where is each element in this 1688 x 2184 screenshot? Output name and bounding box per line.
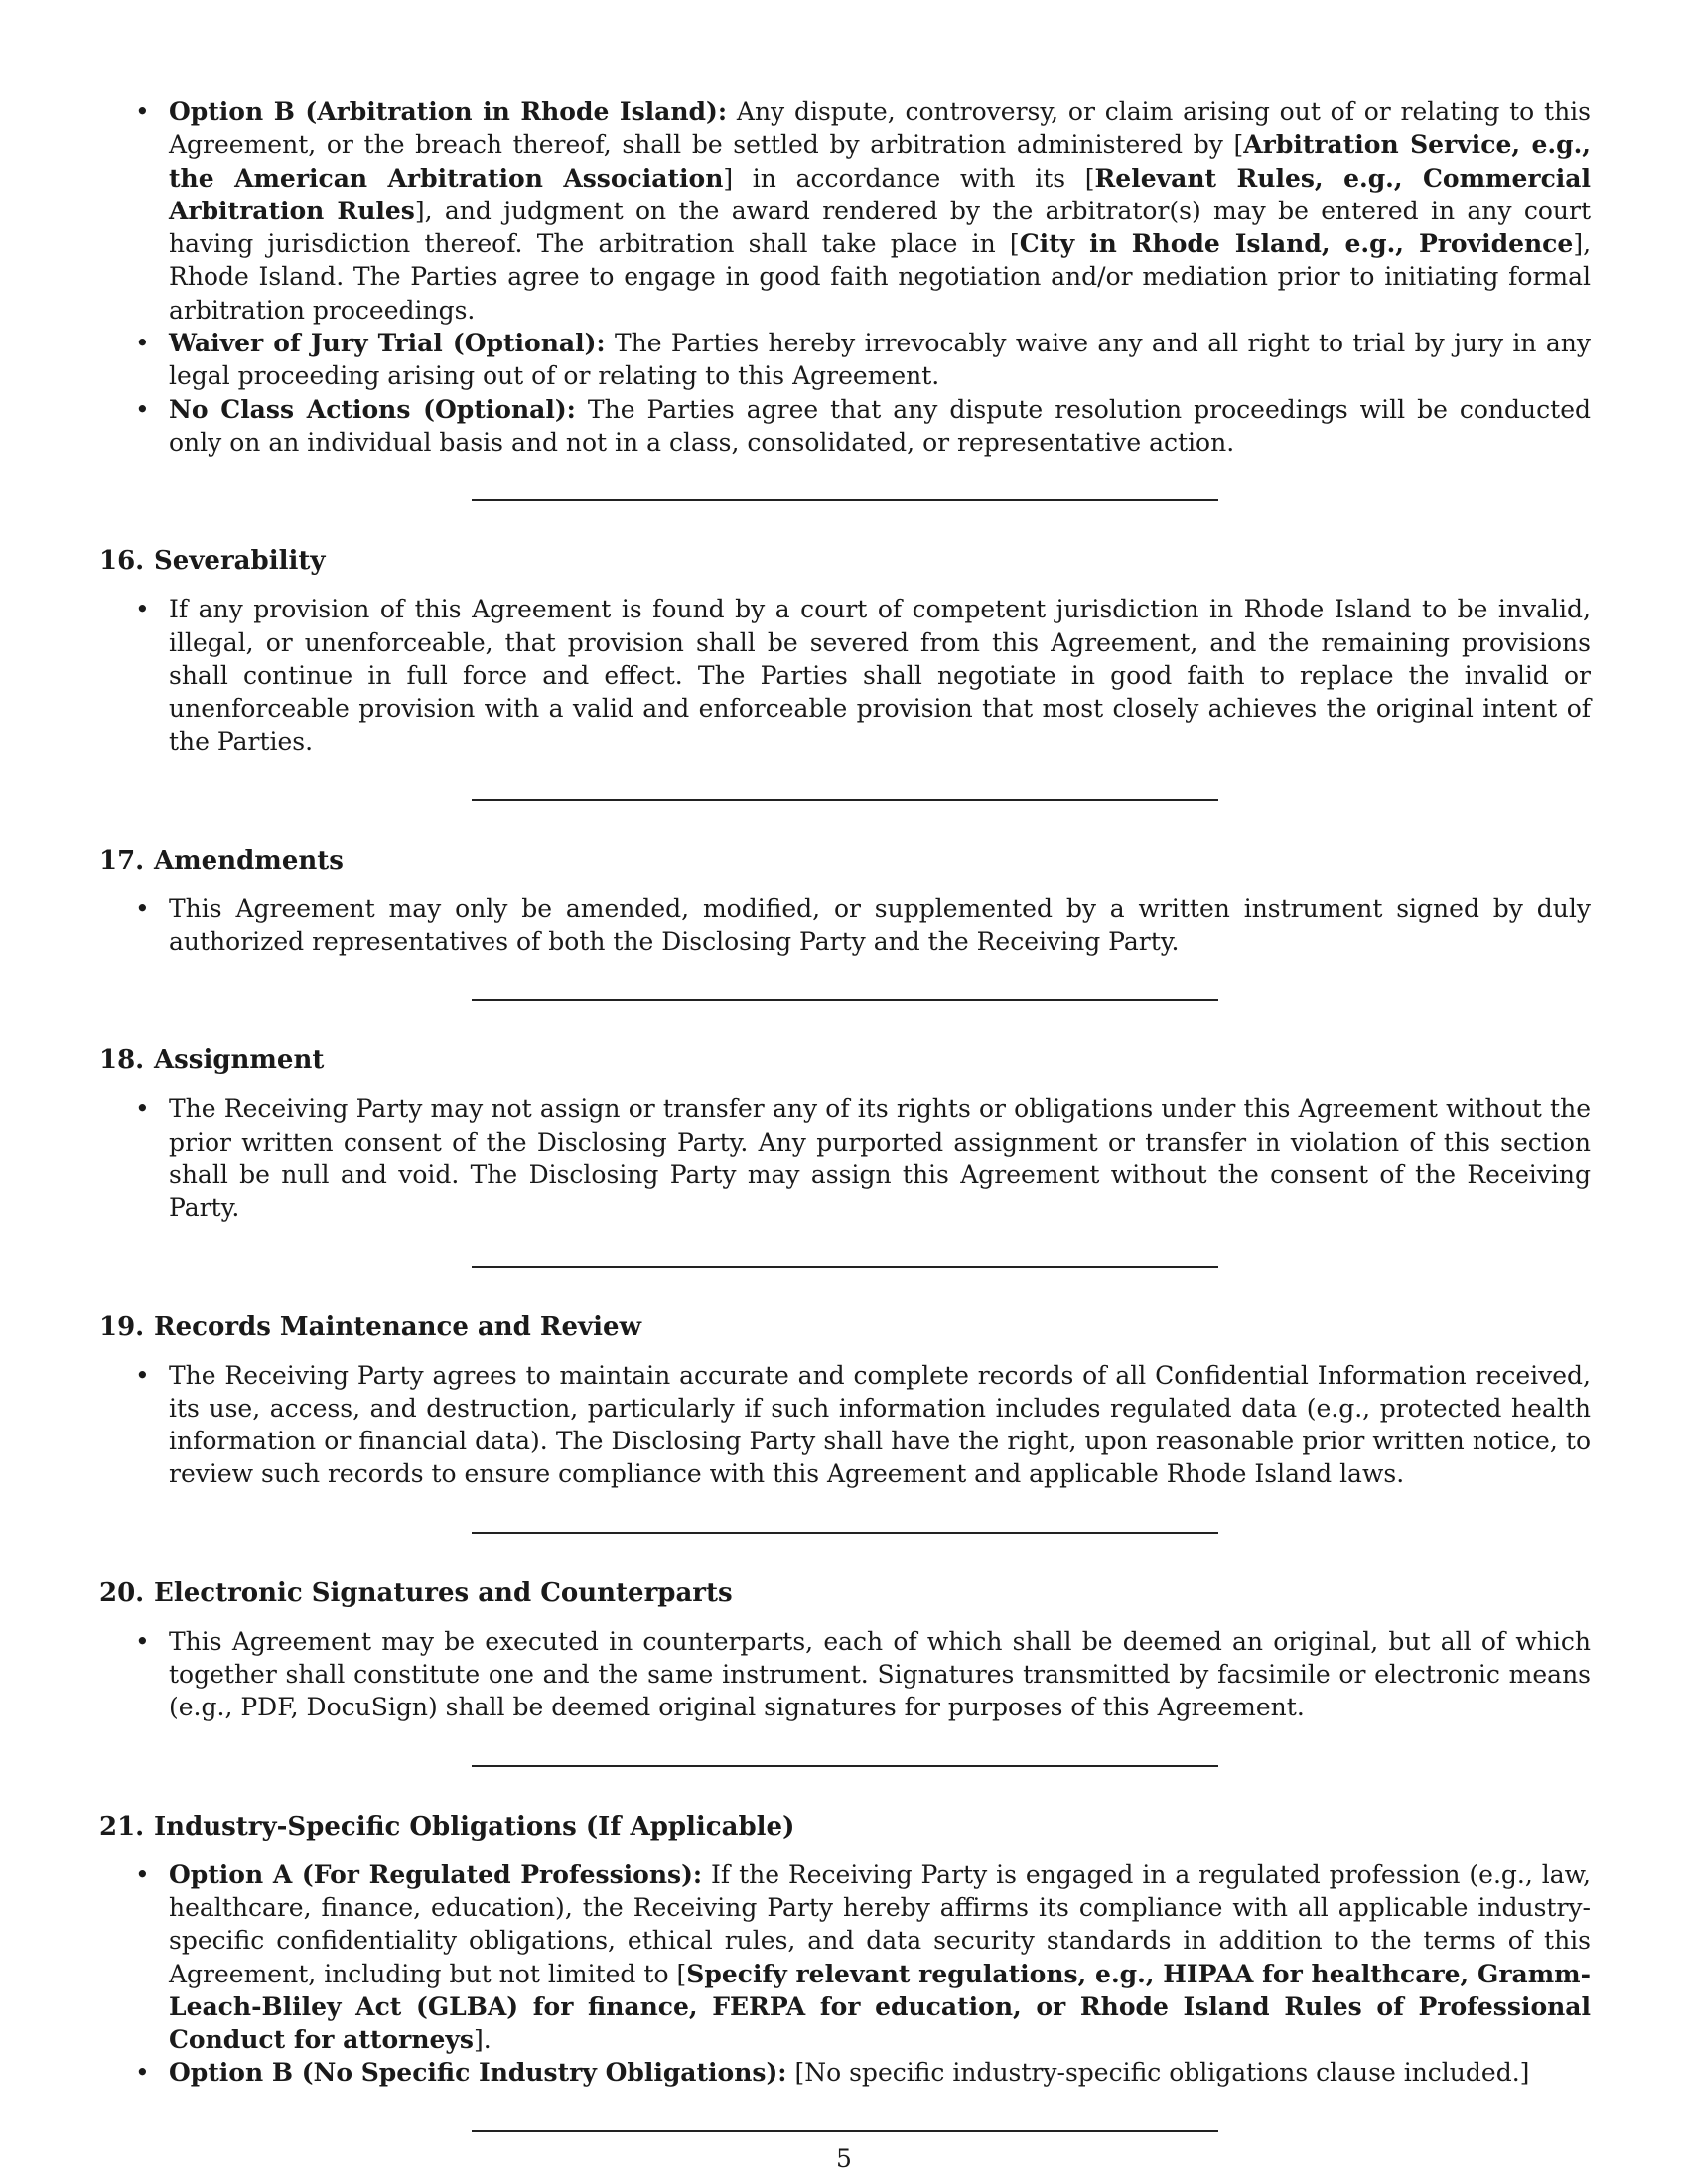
- section-divider: [472, 1765, 1218, 1767]
- section-title: Industry-Specific Obligations (If Applicable): [154, 1811, 795, 1842]
- dispute-resolution-list: [99, 95, 1591, 459]
- section-divider: [472, 1532, 1218, 1534]
- bullet: •: [135, 1094, 150, 1124]
- bullet: •: [135, 1626, 150, 1656]
- placeholder-relevant-rules: Relevant Rules, e.g., Commercial Arbitration Rules: [169, 163, 1591, 225]
- section-number: 17.: [99, 845, 145, 876]
- list-item: [99, 892, 1591, 959]
- item-text: If any provision of this Agreement is found by a court of competent jurisdiction in Rhode Island to be invalid, illegal, or unenforceable, that provision shall be severed from this Agreement, and the remaining provisions shall continue in full force and effect. The Parties shall negotiate in good faith to replace the invalid or unenforceable provision with a valid and enforceable provision that most closely achieves the original intent of the Parties.: [169, 595, 1591, 756]
- section-heading: [99, 1043, 1591, 1077]
- section-heading: [99, 1576, 1591, 1610]
- item-text: This Agreement may be executed in counterparts, each of which shall be deemed an original, but all of which together shall constitute one and the same instrument. Signatures transmitted by facsimile or electronic means (e.g., PDF, DocuSign) shall be deemed original signatures for purposes of this Agreement.: [169, 1626, 1591, 1722]
- list-item: [99, 593, 1591, 757]
- section-title: Assignment: [154, 1045, 325, 1076]
- bullet: •: [135, 2058, 150, 2088]
- section-body: [99, 1092, 1591, 1224]
- bullet: •: [135, 394, 150, 424]
- section-body: [99, 1359, 1591, 1491]
- list-item: [99, 327, 1591, 393]
- item-text: The Receiving Party agrees to maintain accurate and complete records of all Confidential Information received, its use, access, and destruction, particularly if such information includes regulated data (e.g., protected health information or financial data). The Disclosing Party shall have the right, upon reasonable prior written notice, to review such records to ensure compliance with this Agreement and applicable Rhode Island laws.: [169, 1360, 1591, 1489]
- placeholder-city: City in Rhode Island, e.g., Providence: [1019, 229, 1574, 259]
- section-heading: [99, 1810, 1591, 1843]
- section-body: [99, 1858, 1591, 2090]
- bullet: •: [135, 329, 150, 358]
- item-text: The Parties agree that any dispute resolution proceedings will be conducted only on an individual basis and not in a class, consolidated, or representative action.: [169, 394, 1591, 457]
- list-item: [99, 2056, 1591, 2089]
- item-text: ] in accordance with its [: [723, 163, 1095, 193]
- section-number: 20.: [99, 1577, 145, 1608]
- item-text: If the Receiving Party is engaged in a regulated profession (e.g., law, healthcare, finance, education), the Receiving Party hereby affirms its compliance with all applicable industry-specific confidentiality obligations, ethical rules, and data security standards in addition to the terms of this Agreement, including but not limited to [: [169, 1859, 1591, 1988]
- document-page: [99, 95, 1591, 2132]
- item-text: ].: [474, 2025, 492, 2055]
- section-title: Records Maintenance and Review: [154, 1311, 641, 1342]
- bullet: •: [135, 893, 150, 923]
- list-item: [99, 95, 1591, 327]
- section-divider: [472, 2130, 1218, 2132]
- section-number: 18.: [99, 1045, 145, 1076]
- page-number: 5: [836, 2144, 852, 2173]
- section-body: [99, 1625, 1591, 1724]
- section-title: Severability: [154, 546, 326, 577]
- section-body: [99, 892, 1591, 959]
- section-number: 16.: [99, 546, 145, 577]
- item-lead: Option B (No Specific Industry Obligations):: [169, 2058, 787, 2088]
- list-item: [99, 393, 1591, 460]
- section-divider: [472, 1266, 1218, 1268]
- section-title: Electronic Signatures and Counterparts: [154, 1577, 733, 1608]
- item-lead: Option A (For Regulated Professions):: [169, 1859, 703, 1889]
- item-lead: No Class Actions (Optional):: [169, 394, 576, 424]
- item-text: The Receiving Party may not assign or transfer any of its rights or obligations under this Agreement without the prior written consent of the Disclosing Party. Any purported assignment or transfer in violation of this section shall be null and void. The Disclosing Party may assign this Agreement without the consent of the Receiving Party.: [169, 1094, 1591, 1223]
- list-item: [99, 1359, 1591, 1491]
- section-divider: [472, 499, 1218, 501]
- section-title: Amendments: [154, 845, 344, 876]
- item-text: Any dispute, controversy, or claim arising out of or relating to this Agreement, or the breach thereof, shall be settled by arbitration administered by [: [169, 97, 1591, 160]
- item-lead: Waiver of Jury Trial (Optional):: [169, 329, 606, 358]
- item-text: The Parties hereby irrevocably waive any and all right to trial by jury in any legal proceeding arising out of or relating to this Agreement.: [169, 329, 1591, 391]
- list-item: [99, 1625, 1591, 1724]
- section-heading: [99, 844, 1591, 878]
- placeholder-arbitration-service: Arbitration Service, e.g., the American Arbitration Association: [169, 130, 1591, 193]
- item-text: ], Rhode Island. The Parties agree to engage in good faith negotiation and/or mediation prior to initiating formal arbitration proceedings.: [169, 229, 1592, 325]
- item-text: This Agreement may only be amended, modified, or supplemented by a written instrument signed by duly authorized representatives of both the Disclosing Party and the Receiving Party.: [169, 893, 1591, 957]
- item-lead: Option B (Arbitration in Rhode Island):: [169, 97, 728, 126]
- placeholder-regulations: Specify relevant regulations, e.g., HIPAA for healthcare, Gramm-Leach-Bliley Act (GLBA) for finance, FERPA for education, or Rhode Island Rules of Professional Conduct for attorneys: [169, 1959, 1591, 2055]
- section-divider: [472, 999, 1218, 1001]
- section-body: [99, 593, 1591, 757]
- item-text: [No specific industry-specific obligations clause included.]: [786, 2058, 1530, 2088]
- section-number: 19.: [99, 1311, 145, 1342]
- bullet: •: [135, 97, 150, 126]
- section-heading: [99, 1310, 1591, 1344]
- list-item: [99, 1858, 1591, 2057]
- section-divider: [472, 799, 1218, 801]
- bullet: •: [135, 595, 150, 624]
- list-item: [99, 1092, 1591, 1224]
- item-text: ], and judgment on the award rendered by the arbitrator(s) may be entered in any court having jurisdiction thereof. The arbitration shall take place in [: [169, 196, 1591, 259]
- bullet: •: [135, 1360, 150, 1390]
- section-number: 21.: [99, 1811, 145, 1842]
- bullet: •: [135, 1859, 150, 1889]
- section-heading: [99, 544, 1591, 578]
